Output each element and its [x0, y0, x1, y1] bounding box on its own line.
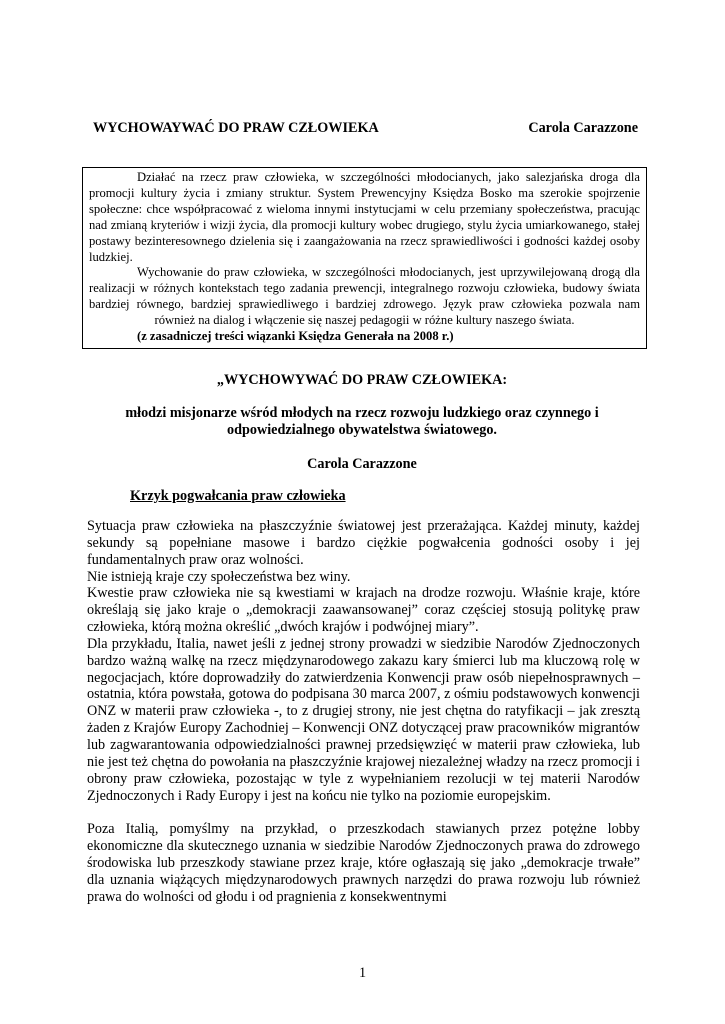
quote-box — [82, 167, 647, 349]
article-title: „WYCHOWYWAĆ DO PRAW CZŁOWIEKA: — [216, 372, 508, 388]
quote-paragraph-1: Działać na rzecz praw człowieka, w szczególności młodocianych, jako salezjańska droga dla promocji kultury życia i zmiany struktur. System Prewencyjny Księdza Bosko ma szerokie spojrzenie społeczne: chce współpracować z wieloma innymi instytucjami w celu przemiany społeczeństwa, pracując nad zmianą kryteriów i wizji życia, dla promocji kultury wobec drugiego, stylu życia umiarkowanego, stałej postawy bezinteresownego dzielenia się i zaangażowania na rzecz sprawiedliwości i godności każdej osoby ludzkiej. — [89, 170, 640, 264]
body-paragraph: Nie istnieją kraje czy społeczeństwa bez winy. — [87, 568, 351, 585]
page-number: 1 — [358, 965, 367, 981]
header-author: Carola Carazzone — [528, 120, 638, 136]
body-paragraph: Sytuacja praw człowieka na płaszczyźnie światowej jest przerażająca. Każdej minuty, każdej sekundy są popełniane masowe i bardzo ciężkie pogwałcenia godności osoby i jej fundamentalnych praw oraz wolności. — [87, 518, 640, 568]
article-author: Carola Carazzone — [307, 456, 417, 472]
quote-paragraph-2: Wychowanie do praw człowieka, w szczególności młodocianych, jest uprzywilejowaną drogą dla realizacji w różnych kontekstach tego zadania prewencji, integralnego rozwoju człowieka, budowy świata bardziej równego, bardziej sprawiedliwego i bardziej zdrowego. Język praw człowieka pozwala nam również na dialog i włączenie się naszej pedagogii w różne kultury naszego świata. — [89, 265, 640, 328]
body-paragraph: Dla przykładu, Italia, nawet jeśli z jednej strony prowadzi w siedzibie Narodów Zjednoczonych bardzo ważną walkę na rzecz międzynarodowego zakazu kary śmierci lub ma kluczową rolę w negocjacjach, które doprowadziły do zatwierdzenia Konwencji praw osób niepełnosprawnych – ostatnia, która powstała, gotowa do podpisana 30 marca 2007, z ośmiu podstawowych konwencji ONZ w materii praw człowieka -, to z drugiej strony, nie jest chętna do ratyfikacji – jak zresztą żaden z Krajów Europy Zachodniej – Konwencji ONZ dotyczącej praw pracowników migrantów lub zagwarantowania odpowiedzialności prawnej przedsięwzięć w materii praw człowieka, lub nie jest też chętna do powołania na płaszczyźnie krajowej niezależnej władzy na rzecz promocji i obrony praw człowieka, pozostając w tyle z wypełnianiem rezolucji w tej materii Narodów Zjednoczonych i Rady Europy i jest na końcu nie tylko na poziomie europejskim. — [87, 635, 640, 804]
header-row — [93, 120, 638, 137]
quote-source: (z zasadniczej treści wiązanki Księdza Generała na 2008 r.) — [137, 329, 454, 344]
section-heading: Krzyk pogwałcania praw człowieka — [130, 488, 346, 504]
body-paragraph: Poza Italią, pomyślmy na przykład, o przeszkodach stawianych przez potężne lobby ekonomiczne dla skutecznego uznania w siedzibie Narodów Zjednoczonych prawa do zdrowego środowiska lub przeszkody stawiane przez kraje, które ogłaszają się jako „demokracje trwałe” dla uznania wiążących międzynarodowych prawnych narzędzi do prawa rozwoju lub również prawa do wolności od głodu i od pragnienia z konsekwentnymi — [87, 821, 640, 905]
article-subtitle: młodzi misjonarze wśród młodych na rzecz rozwoju ludzkiego oraz czynnego i odpowiedzialnego obywatelstwa światowego. — [125, 405, 599, 439]
body-paragraph: Kwestie praw człowieka nie są kwestiami w krajach na drodze rozwoju. Właśnie kraje, które określają się jako kraje o „demokracji zaawansowanej” coraz częściej stosują politykę praw człowieka, którą można określić „dwóch krajów i podwójnej miary”. — [87, 585, 640, 636]
header-title: WYCHOWAYWAĆ DO PRAW CZŁOWIEKA — [93, 120, 379, 136]
article-body — [87, 518, 640, 906]
